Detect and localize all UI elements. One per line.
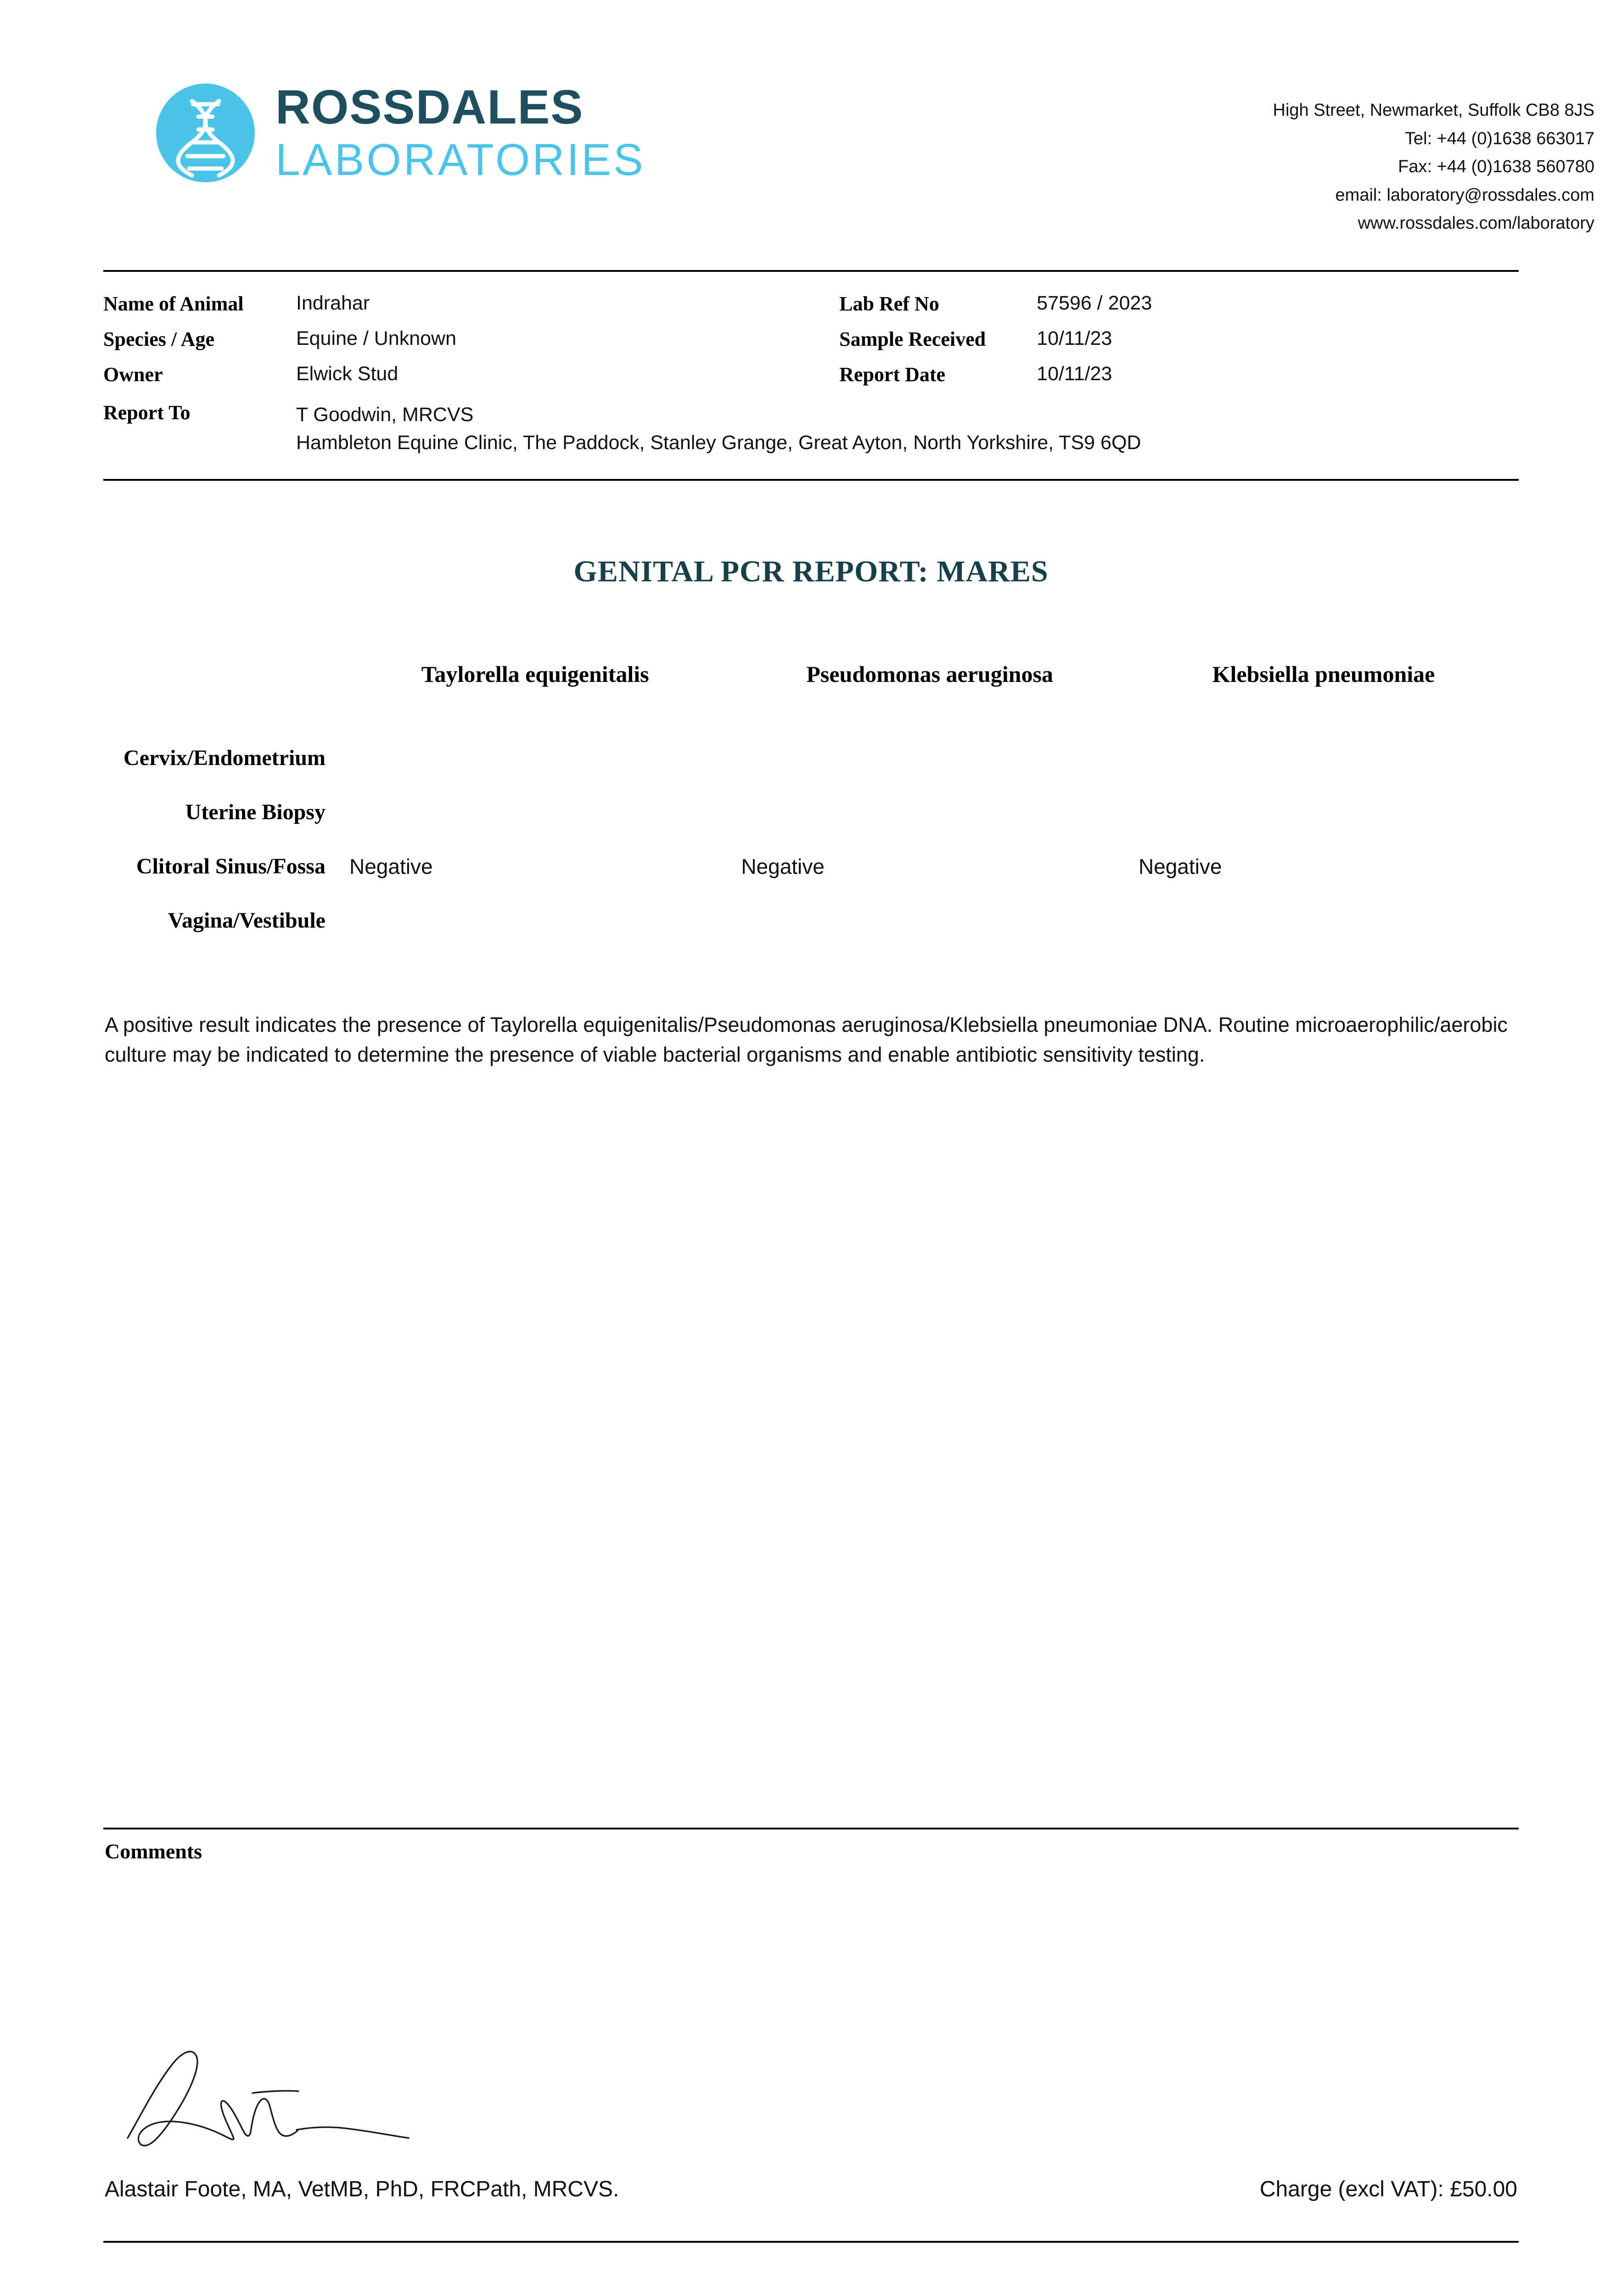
table-row [103,839,1519,894]
contact-tel: Tel: +44 (0)1638 663017 [1404,129,1594,148]
contact-website: www.rossdales.com/laboratory [1358,214,1594,233]
page-title: GENITAL PCR REPORT: MARES [573,554,1049,588]
species-age-value: Equine / Unknown [296,327,456,349]
brand-wordmark [275,80,645,185]
sample-received-value: 10/11/23 [1037,327,1112,349]
lab-ref-value: 57596 / 2023 [1037,292,1152,314]
result-cervix-taylorella [339,731,731,785]
brand-block [156,80,645,185]
owner-value: Elwick Stud [296,362,398,385]
meta-row [103,327,1519,351]
table-row [103,894,1519,948]
row-label-clitoral-sinus-fossa: Clitoral Sinus/Fossa [136,854,326,879]
report-to-label: Report To [103,401,191,424]
contact-address: High Street, Newmarket, Suffolk CB8 8JS [1273,101,1594,120]
brand-name-primary: ROSSDALES [275,80,584,134]
contact-fax: Fax: +44 (0)1638 560780 [1398,157,1594,177]
result-cervix-klebsiella [1128,731,1519,785]
result-uterine-klebsiella [1128,785,1519,839]
table-row [103,731,1519,785]
column-header-taylorella: Taylorella equigenitalis [421,661,649,687]
report-to-recipient: T Goodwin, MRCVS [296,403,474,426]
row-label-vagina-vestibule: Vagina/Vestibule [168,908,326,933]
report-to-address: Hambleton Equine Clinic, The Paddock, Stanley Grange, Great Ayton, North Yorkshire, TS9 6QD [296,431,1141,454]
table-corner-cell [103,660,339,731]
result-vagina-klebsiella [1128,894,1519,948]
dna-helix-icon [156,84,255,182]
species-age-label: Species / Age [103,327,214,350]
footer-divider [103,2241,1519,2243]
owner-label: Owner [103,363,163,386]
result-clitoral-klebsiella: Negative [1138,854,1222,878]
document-header [0,0,1622,238]
table-row [103,785,1519,839]
result-cervix-pseudomonas [731,731,1128,785]
lab-contact-details [1273,83,1594,238]
meta-row [103,363,1519,386]
contact-email: email: laboratory@rossdales.com [1335,185,1594,205]
meta-row [103,292,1519,315]
report-date-value: 10/11/23 [1037,362,1112,385]
charge-amount: Charge (excl VAT): £50.00 [1259,2177,1517,2201]
signatory-name: Alastair Foote, MA, VetMB, PhD, FRCPath, MRCVS. [105,2177,619,2201]
animal-name-label: Name of Animal [103,292,244,315]
result-clitoral-taylorella: Negative [349,854,433,878]
column-header-klebsiella: Klebsiella pneumoniae [1212,661,1435,687]
report-date-label: Report Date [839,363,946,386]
patient-meta-block [0,272,1622,457]
result-uterine-taylorella [339,785,731,839]
table-header-row [103,660,1519,731]
interpretation-note: A positive result indicates the presence of Taylorella equigenitalis/Pseudomonas aeruginosa/Klebsiella pneumoniae DNA. Routine microaerophilic/aerobic culture may be indicated to determine the presence of viable bacterial organisms and enable antibiotic sensitivity testing. [105,1013,1508,1067]
footer-row [105,2177,1517,2202]
report-to-row [103,398,1519,457]
row-label-uterine-biopsy: Uterine Biopsy [185,800,326,825]
lab-ref-label: Lab Ref No [839,292,939,315]
row-label-cervix-endometrium: Cervix/Endometrium [123,746,326,771]
animal-name-value: Indrahar [296,292,370,314]
comments-label: Comments [105,1840,202,1863]
result-vagina-pseudomonas [731,894,1128,948]
result-vagina-taylorella [339,894,731,948]
comments-divider [103,1828,1519,1829]
result-clitoral-pseudomonas: Negative [741,854,825,878]
brand-name-secondary: LABORATORIES [275,135,645,185]
pcr-results-table [103,660,1519,948]
column-header-pseudomonas: Pseudomonas aeruginosa [806,661,1053,687]
results-table-wrap [0,660,1622,948]
handwritten-signature [115,2043,473,2167]
sample-received-label: Sample Received [839,327,986,350]
meta-divider [103,479,1519,481]
result-uterine-pseudomonas [731,785,1128,839]
